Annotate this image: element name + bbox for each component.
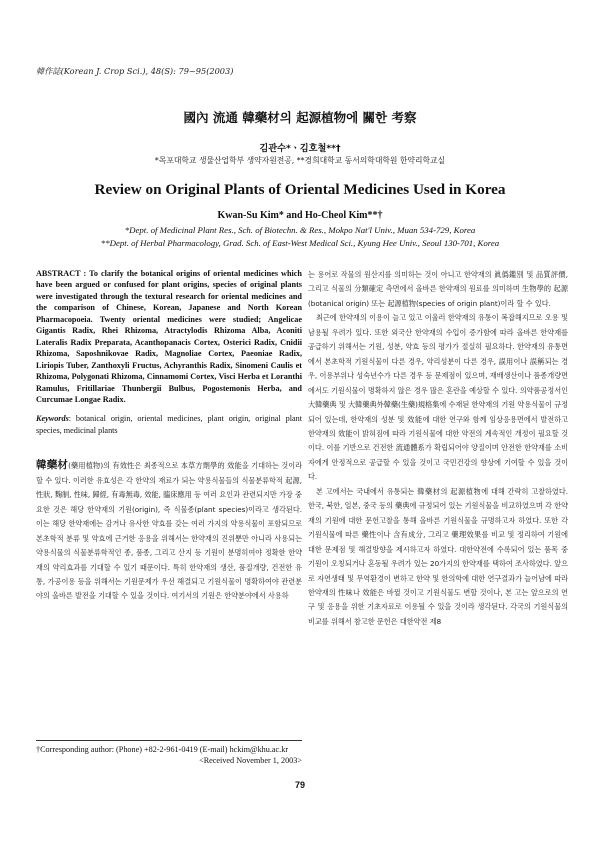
body-paragraph bbox=[36, 458, 302, 604]
body-paragraph: 최근에 한약재의 이용이 늘고 있고 이울러 한약재의 유통이 복잡해지므로 오용 및 남용될 우려가 있다. 또한 외국산 한약재의 수입이 증가함에 따라 올바른 한약재를 공급하기 위해서는 기원, 성분, 약효 등의 평가가 절실히 필요하다. 한약재의 유통면에서 본초학적 기원식물이 다른 경우, 약리성분이 다른 경우, 誤用이나 誤稱되는 경우, 이용부위나 성숙년수가 다른 경우 등 문제점이 있으며, 재배생산이나 품종개량면에서도 기원식물이 명확하지 않은 경우 많은 혼란을 예상할 수 있다. 의약품공정서인 大韓藥典 및 大韓藥典外韓藥(生藥)規格集에 수재된 한약재의 기원 약용식물이 규정되어 있는데, 한약재의 성분 및 效能에 대한 연구와 함께 임상응용면에서 발전하고 한약재의 效能이 밝혀짐에 따라 기원식물에 대한 약전의 계속적인 개정이 필요할 것이다. 이를 기반으로 건전한 流通體系가 확립되어야 양질이며 안전한 한약재를 소비자에게 안정적으로 공급할 수 있을 것이고 국민건강의 향상에 기여할 수 있을 것이다. bbox=[308, 313, 568, 482]
body-paragraph: 본 고에서는 국내에서 유통되는 韓藥材의 起源植物에 대해 간략히 고찰하였다. 한국, 북한, 일본, 중국 등의 藥典에 규정되어 있는 기원식물을 비교하였으며 각 한약재의 기원에 대한 문헌고찰을 통해 올바른 기원식물을 규명하고자 하였다. 또한 각 기원식물에 따른 藥性이나 含有成分, 그리고 藥理效果를 비교 및 정리하여 기원에 대한 문제점 및 해결방향을 제시하고자 하였다. 대한약전에 수록되어 있는 품목 중 기원이 오칭되거나 혼동될 우려가 있는 20가지의 한약재를 택하여 조사하였다. 앞으로 자연생태 및 무역환경이 변하고 한약 및 한의학에 대한 연구결과가 늘어남에 따라 한약재의 性味나 效能은 바뀔 것이고 기원식물도 변할 것이나, 본 고는 앞으로의 연구 및 응용을 위한 기초자료로 이용될 수 있을 것이라 생각된다. 각국의 기원식물의 비교를 위해서 참고한 문헌은 대한약전 제8 bbox=[308, 486, 568, 626]
keywords-label: Keywords bbox=[36, 414, 69, 424]
page-number: 79 bbox=[294, 780, 305, 790]
korean-title: 國內 流通 韓藥材의 起源植物에 關한 考察 bbox=[183, 110, 417, 125]
footnote-divider bbox=[36, 740, 302, 741]
abstract: ABSTRACT : To clarify the botanical origins of oriental medicines which have been argued or confused for plant origins, species of original plants were investigated through the textural research for oriental medicines and the comparison of Chinese, Korean, Japanese and North Korean Pharmacopoeia. Twenty oriental medicines were studied; Angelicae Gigantis Radix, Rhei Rhizoma, Atractylodis Rhizoma Alba, Aconiti Lateralis Radix Preparata, Acanthopanacis Cortex, Osterici Radix, Cnidii Rhizoma, Saposhnikovae Radix, Magnoliae Cortex, Paeoniae Radix, Liriopis Tuber, Zanthoxyli Fructus, Achyranthis Radix, Sinomeni Caulis et Rhizoma, Polygonati Rhizoma, Cinnamomi Cortex, Visci Herba et Loranthi Ramulus, Fritillariae Thunbergii Bulbus, Pogostemonis Herba, and Curcumae Longae Radix. bbox=[36, 269, 302, 404]
keywords bbox=[36, 413, 302, 436]
left-body-text bbox=[36, 458, 302, 604]
running-head: 韓作誌(Korean J. Crop Sci.), 48(S): 79~95(2003) bbox=[36, 66, 234, 76]
intro-term: 韓藥材 bbox=[36, 459, 69, 472]
korean-affiliation: *목포대학교 생물산업학부 생약자원전공, **경희대학교 동서의학대학원 한약리학교실 bbox=[154, 156, 446, 165]
received-date: <Received November 1, 2003> bbox=[199, 756, 302, 765]
body-paragraph: 는 용어로 작물의 원산지를 의미하는 것이 아니고 한약재의 眞僞鑑別 및 品質評價, 그리고 식물의 分類確定 측면에서 올바른 한약재의 원료를 의미하며 生物學的 起源(botanical origin) 또는 起源植物(species of origin plant)이라 할 수 있다. bbox=[308, 270, 568, 308]
footnote bbox=[36, 744, 302, 766]
corresponding-author: †Corresponding author: (Phone) +82-2-961-0419 (E-mail) hckim@khu.ac.kr bbox=[36, 745, 289, 754]
intro-text: (藥用植物)의 有效性은 최종적으로 本草方劑學的 效能을 기대하는 것이라 할 수 있다. 이러한 유효성은 각 한약의 재료가 되는 약용식물들의 식물분류학적 起源, 性狀, 麴制, 性味, 歸經, 有毒無毒, 效能, 臨床應用 등 여러 요인과 관련되지만 가장 중요한 것은 해당 한약재의 기원(origin), 즉 식물종(plant species)이라고 생각된다. 이는 해당 한약재에는 감거나 유사한 약효를 갖는 여러 가지의 약용식물이 포함되므로 본초학적 분류 및 약효에 근거한 응용을 위해서는 한약재의 진위뿐만 아니라 사용되는 약용식물의 식물분류학적인 종, 품종, 그리고 산지 등 기원이 분명히여야 정확한 한약재의 약리효과를 기대할 수 있기 때문이다. 특히 한약재의 생산, 품질개량, 건전한 유통, 가공이용 등을 위해서는 기원문제가 우선 해결되고 기원식물이 명확하여야 관련분야의 올바른 발전을 기대할 수 있을 것이다. 여기서의 기원은 한약분야에서 사용하 bbox=[36, 461, 302, 601]
keywords-text: : botanical origin, oriental medicines, plant origin, original plant species, medicinal plants bbox=[36, 414, 302, 435]
english-title: Review on Original Plants of Oriental Medicines Used in Korea bbox=[94, 181, 506, 198]
english-affiliation-2: **Dept. of Herbal Pharmacology, Grad. Sch. of East-West Medical Sci., Kyung Hee Univ., Seoul 130-701, Korea bbox=[100, 238, 500, 248]
right-column bbox=[308, 268, 568, 629]
english-affiliation-1: *Dept. of Medicinal Plant Res., Sch. of Biotechn. & Res., Mokpo Nat'l Univ., Muan 534-729, Korea bbox=[124, 225, 476, 235]
korean-authors: 김관수*ㆍ김호철**† bbox=[259, 143, 341, 154]
right-body-text bbox=[308, 268, 568, 629]
left-column bbox=[36, 268, 302, 604]
english-authors: Kwan-Su Kim* and Ho-Cheol Kim**† bbox=[217, 210, 383, 221]
